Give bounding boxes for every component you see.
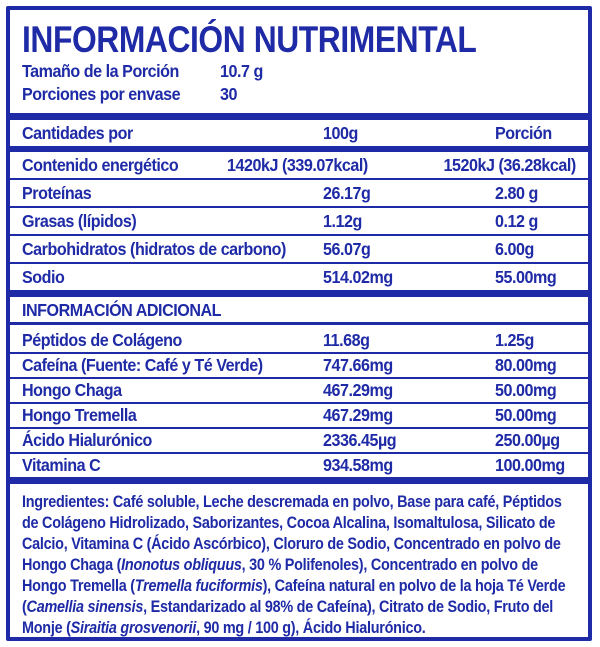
nutrient-portion: 50.00mg (495, 405, 557, 426)
nutrient-per100: 11.68g (323, 330, 370, 351)
nutrient-per100: 26.17g (323, 182, 371, 203)
nutrient-name: Vitamina C (22, 455, 101, 476)
table-row-hyaluronic-acid (10, 427, 588, 452)
nutrient-portion: 6.00g (495, 238, 534, 259)
table-header-row (10, 120, 588, 146)
page-title: INFORMACIÓN NUTRIMENTAL (22, 19, 477, 60)
serving-size-label: Tamaño de la Porción (22, 61, 179, 81)
col-header-100g: 100g (323, 122, 358, 143)
table-row-carbohydrates (10, 234, 588, 262)
nutrient-name: Grasas (lípidos) (22, 210, 137, 231)
nutrient-per100: 467.29mg (323, 405, 393, 426)
nutrient-name: Cafeína (Fuente: Café y Té Verde) (22, 355, 263, 376)
additional-info-title: INFORMACIÓN ADICIONAL (22, 300, 222, 321)
divider-thick (10, 477, 588, 484)
servings-per-container-label: Porciones por envase (22, 84, 181, 104)
nutrient-per100: 514.02mg (323, 266, 393, 287)
nutrition-facts-label (6, 6, 592, 641)
nutrient-per100: 934.58mg (323, 455, 393, 476)
serving-size-row (22, 60, 576, 83)
serving-size-value: 10.7 g (220, 61, 263, 81)
nutrient-name: Proteínas (22, 182, 92, 203)
col-header-portion: Porción (495, 122, 552, 143)
col-header-amounts-per: Cantidades por (22, 122, 133, 143)
nutrient-per100: 467.29mg (323, 380, 393, 401)
table-row-caffeine (10, 352, 588, 377)
nutrient-per100: 1420kJ (339.07kcal) (227, 154, 368, 175)
nutrient-portion: 1520kJ (36.28kcal) (443, 154, 576, 175)
nutrient-name: Péptidos de Colágeno (22, 330, 182, 351)
label-header (10, 10, 588, 113)
table-row-energy (10, 152, 588, 178)
servings-per-container-row (22, 83, 576, 106)
divider-medium (10, 322, 588, 325)
nutrient-name: Hongo Chaga (22, 380, 122, 401)
nutrient-per100: 1.12g (323, 210, 362, 231)
nutrient-portion: 55.00mg (495, 266, 557, 287)
table-row-protein (10, 178, 588, 206)
nutrient-per100: 56.07g (323, 238, 371, 259)
nutrient-name: Ácido Hialurónico (22, 430, 152, 451)
nutrient-portion: 0.12 g (495, 210, 538, 231)
table-row-vitamin-c (10, 452, 588, 477)
ingredients-section (10, 484, 588, 637)
nutrient-portion: 100.00mg (495, 455, 565, 476)
nutrient-portion: 250.00µg (495, 430, 560, 451)
table-row-tremella (10, 402, 588, 427)
additional-info-header (10, 297, 588, 322)
nutrient-name: Carbohidratos (hidratos de carbono) (22, 238, 286, 259)
table-row-sodium (10, 262, 588, 290)
nutrient-per100: 2336.45µg (323, 430, 397, 451)
table-row-chaga (10, 377, 588, 402)
nutrient-name: Sodio (22, 266, 65, 287)
ingredients-text: Ingredientes: Café soluble, Leche descremada en polvo, Base para café, Péptidos de Colágeno Hidrolizado, Saborizantes, Cocoa Alcalina, Isomaltulosa, Silicato de Calcio, Vitamina C (Ácido Ascórbico), Cloruro de Sodio, Concentrado en polvo de Hongo Chaga (Inonotus obliquus, 30 % Polifenoles), Concentrado en polvo de Hongo Tremella (Tremella fuciformis), Cafeína natural en polvo de la hoja Té Verde (Camellia sinensis, Estandarizado al 98% de Cafeína), Citrato de Sodio, Fruto del Monje (Siraitia grosvenorii, 90 mg / 100 g), Ácido Hialurónico. (22, 492, 566, 637)
nutrient-name: Hongo Tremella (22, 405, 137, 426)
nutrient-portion: 80.00mg (495, 355, 557, 376)
divider-thick (10, 290, 588, 297)
table-row-fat (10, 206, 588, 234)
nutrient-portion: 2.80 g (495, 182, 538, 203)
table-row-collagen (10, 329, 588, 352)
nutrient-per100: 747.66mg (323, 355, 393, 376)
servings-per-container-value: 30 (220, 84, 237, 104)
nutrient-portion: 50.00mg (495, 380, 557, 401)
nutrient-name: Contenido energético (22, 154, 179, 175)
divider-thick (10, 113, 588, 120)
nutrient-portion: 1.25g (495, 330, 534, 351)
